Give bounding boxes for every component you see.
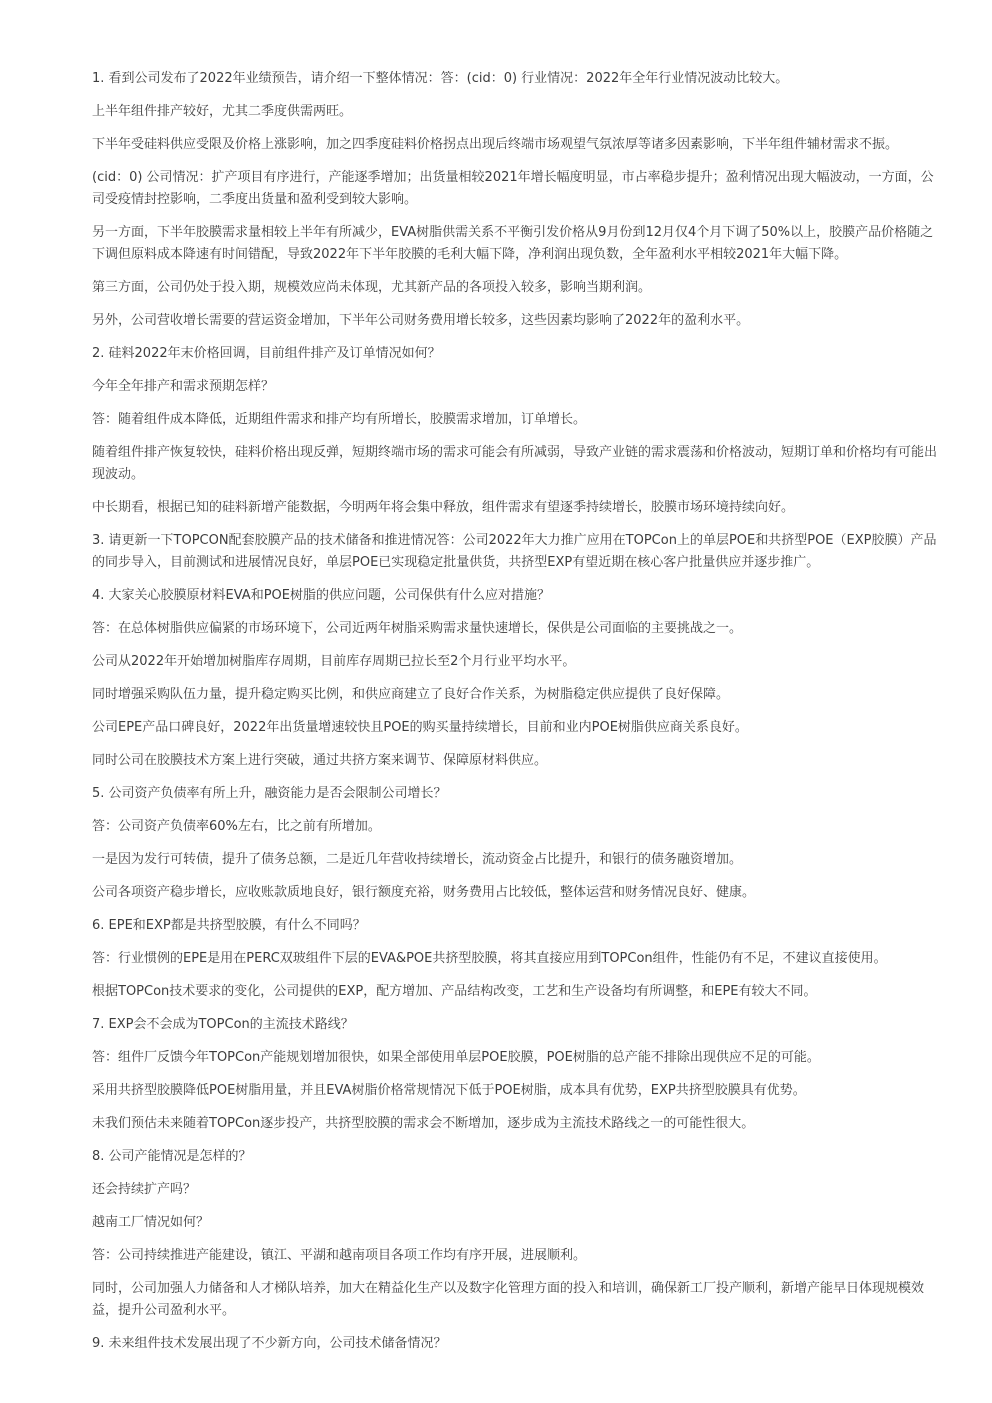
paragraph: 同时增强采购队伍力量，提升稳定购买比例，和供应商建立了良好合作关系，为树脂稳定供应提供了良好保障。 bbox=[92, 687, 730, 702]
paragraph: 答：公司资产负债率60%左右，比之前有所增加。 bbox=[92, 819, 381, 834]
question-heading: 9. 未来组件技术发展出现了不少新方向，公司技术储备情况？ bbox=[92, 1336, 447, 1351]
paragraph: 答：随着组件成本降低，近期组件需求和排产均有所增长，胶膜需求增加，订单增长。 bbox=[92, 412, 587, 427]
paragraph: 中长期看，根据已知的硅料新增产能数据，今明两年将会集中释放，组件需求有望逐季持续增长，胶膜市场环境持续向好。 bbox=[92, 500, 795, 515]
paragraph: 公司EPE产品口碑良好，2022年出货量增速较快且POE的购买量持续增长，目前和业内POE树脂供应商关系良好。 bbox=[92, 720, 748, 735]
paragraph: 答：行业惯例的EPE是用在PERC双玻组件下层的EVA&POE共挤型胶膜，将其直接应用到TOPCon组件，性能仍有不足，不建议直接使用。 bbox=[92, 951, 887, 966]
paragraph: 还会持续扩产吗？ bbox=[92, 1182, 197, 1197]
paragraph: 上半年组件排产较好，尤其二季度供需两旺。 bbox=[92, 104, 353, 119]
paragraph: 公司各项资产稳步增长，应收账款质地良好，银行额度充裕，财务费用占比较低，整体运营和财务情况良好、健康。 bbox=[92, 885, 756, 900]
question-heading: 2. 硅料2022年末价格回调，目前组件排产及订单情况如何？ bbox=[92, 346, 441, 361]
paragraph: 1. 看到公司发布了2022年业绩预告，请介绍一下整体情况：答：(cid：0) 行业情况：2022年全年行业情况波动比较大。 bbox=[92, 71, 789, 86]
paragraph: 同时，公司加强人力储备和人才梯队培养，加大在精益化生产以及数字化管理方面的投入和培训，确保新工厂投产顺利，新增产能早日体现规模效益，提升公司盈利水平。 bbox=[92, 1281, 925, 1318]
paragraph: 随着组件排产恢复较快，硅料价格出现反弹，短期终端市场的需求可能会有所减弱，导致产业链的需求震荡和价格波动，短期订单和价格均有可能出现波动。 bbox=[92, 445, 938, 482]
question-heading: 5. 公司资产负债率有所上升，融资能力是否会限制公司增长？ bbox=[92, 786, 447, 801]
document-body bbox=[92, 68, 942, 1366]
question-heading: 7. EXP会不会成为TOPCon的主流技术路线？ bbox=[92, 1017, 354, 1032]
paragraph: 公司从2022年开始增加树脂库存周期，目前库存周期已拉长至2个月行业平均水平。 bbox=[92, 654, 576, 669]
paragraph: 另一方面，下半年胶膜需求量相较上半年有所减少，EVA树脂供需关系不平衡引发价格从9月份到12月仅4个月下调了50%以上，胶膜产品价格随之下调但原料成本降速有时间错配，导致2022年下半年胶膜的毛利大幅下降，净利润出现负数，全年盈利水平相较2021年大幅下降。 bbox=[92, 225, 934, 262]
question-heading: 4. 大家关心胶膜原材料EVA和POE树脂的供应问题，公司保供有什么应对措施？ bbox=[92, 588, 550, 603]
paragraph: 答：公司持续推进产能建设，镇江、平湖和越南项目各项工作均有序开展，进展顺利。 bbox=[92, 1248, 587, 1263]
paragraph: 下半年受硅料供应受限及价格上涨影响，加之四季度硅料价格拐点出现后终端市场观望气氛浓厚等诸多因素影响，下半年组件辅材需求不振。 bbox=[92, 137, 899, 152]
paragraph: 另外，公司营收增长需要的营运资金增加，下半年公司财务费用增长较多，这些因素均影响了2022年的盈利水平。 bbox=[92, 313, 750, 328]
question-heading: 3. 请更新一下TOPCON配套胶膜产品的技术储备和推进情况答：公司2022年大力推广应用在TOPCon上的单层POE和共挤型POE（EXP胶膜）产品的同步导入，目前测试和进展情况良好，单层POE已实现稳定批量供货，共挤型EXP有望近期在核心客户批量供应并逐步推广。 bbox=[92, 533, 937, 570]
paragraph: 答：组件厂反馈今年TOPCon产能规划增加很快，如果全部使用单层POE胶膜，POE树脂的总产能不排除出现供应不足的可能。 bbox=[92, 1050, 820, 1065]
paragraph: 采用共挤型胶膜降低POE树脂用量，并且EVA树脂价格常规情况下低于POE树脂，成本具有优势，EXP共挤型胶膜具有优势。 bbox=[92, 1083, 806, 1098]
paragraph: 今年全年排产和需求预期怎样？ bbox=[92, 379, 275, 394]
paragraph: 未我们预估未来随着TOPCon逐步投产，共挤型胶膜的需求会不断增加，逐步成为主流技术路线之一的可能性很大。 bbox=[92, 1116, 755, 1131]
paragraph: (cid：0) 公司情况：扩产项目有序进行，产能逐季增加；出货量相较2021年增长幅度明显，市占率稳步提升；盈利情况出现大幅波动，一方面，公司受疫情封控影响，二季度出货量和盈利受到较大影响。 bbox=[92, 170, 934, 207]
question-heading: 6. EPE和EXP都是共挤型胶膜，有什么不同吗？ bbox=[92, 918, 366, 933]
paragraph: 答：在总体树脂供应偏紧的市场环境下，公司近两年树脂采购需求量快速增长，保供是公司面临的主要挑战之一。 bbox=[92, 621, 743, 636]
paragraph: 越南工厂情况如何？ bbox=[92, 1215, 210, 1230]
question-heading: 8. 公司产能情况是怎样的？ bbox=[92, 1149, 252, 1164]
paragraph: 根据TOPCon技术要求的变化，公司提供的EXP，配方增加、产品结构改变，工艺和生产设备均有所调整，和EPE有较大不同。 bbox=[92, 984, 817, 999]
paragraph: 第三方面，公司仍处于投入期，规模效应尚未体现，尤其新产品的各项投入较多，影响当期利润。 bbox=[92, 280, 652, 295]
paragraph: 同时公司在胶膜技术方案上进行突破，通过共挤方案来调节、保障原材料供应。 bbox=[92, 753, 548, 768]
paragraph: 一是因为发行可转债，提升了债务总额，二是近几年营收持续增长，流动资金占比提升，和银行的债务融资增加。 bbox=[92, 852, 743, 867]
